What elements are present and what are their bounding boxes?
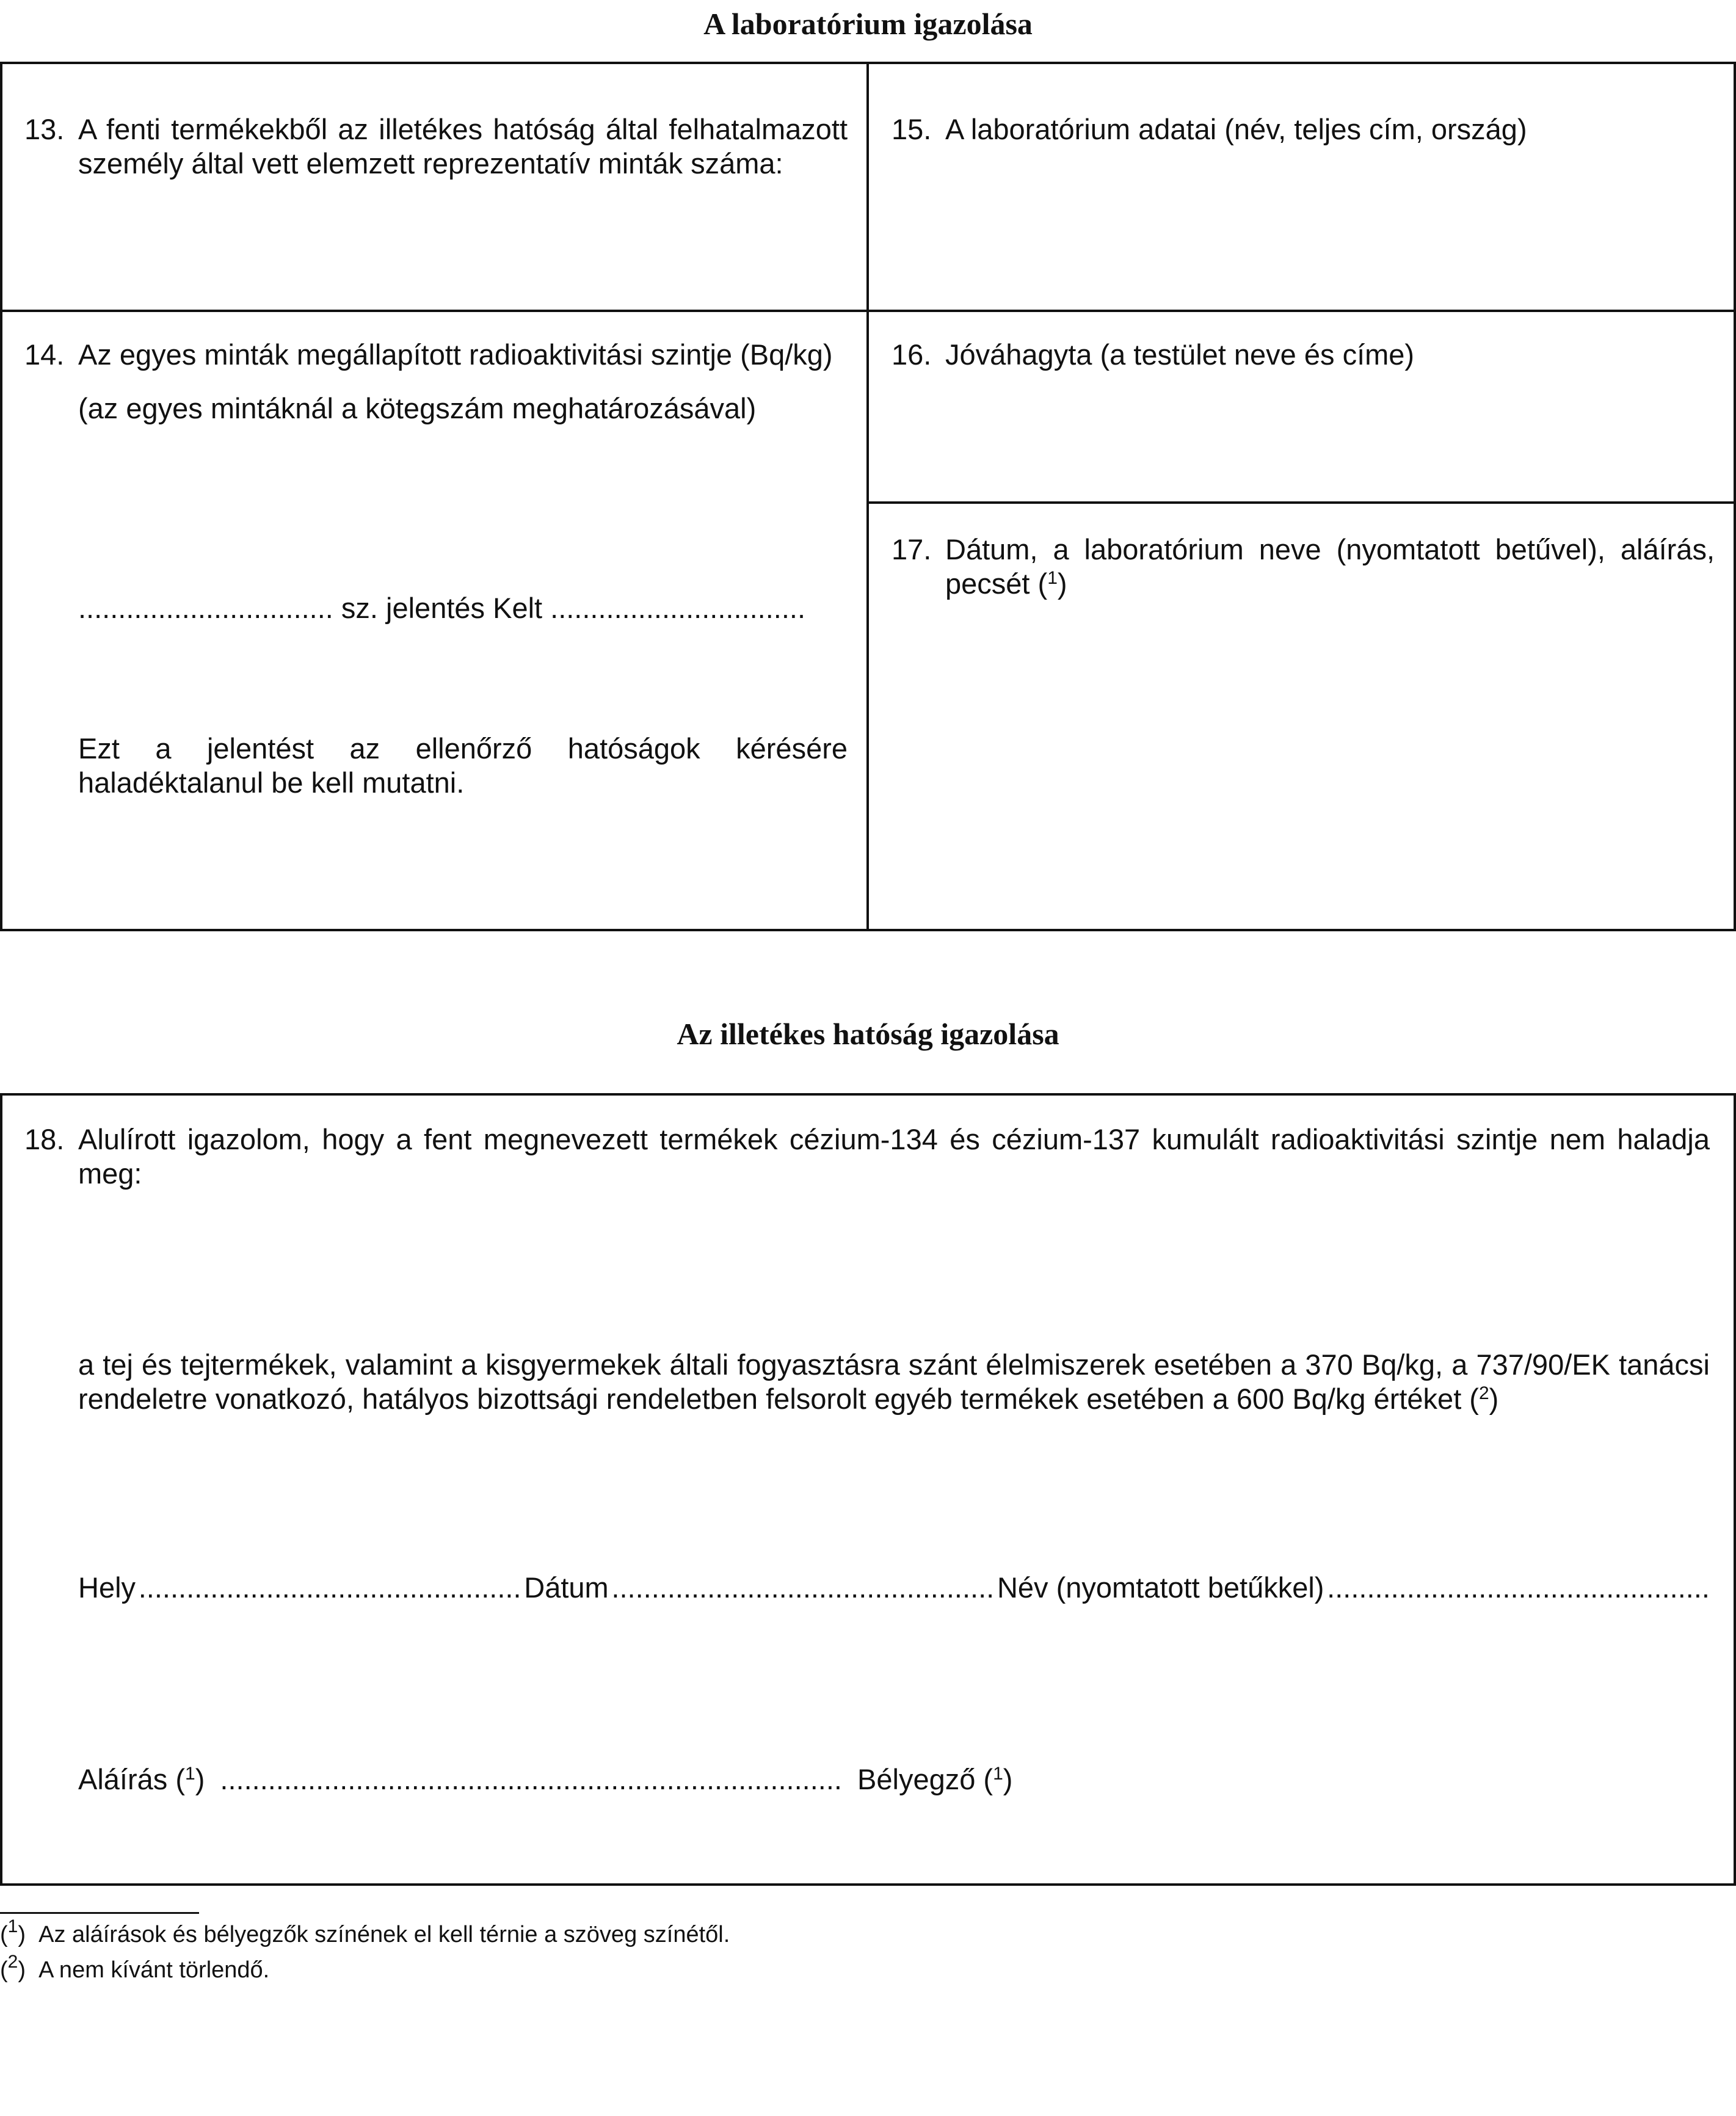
lab-section-heading: A laboratórium igazolása [703,7,1033,41]
field-16-text: Jóváhagyta (a testület neve és címe) [945,338,1415,371]
field-14-subtext: (az egyes mintáknál a kötegszám meghatározásával) [78,392,757,424]
lab-table-row-divider-right-2 [866,501,1736,504]
lab-table-row-divider-left [0,310,869,312]
date-label: Dátum [524,1571,609,1604]
field-14-text: Az egyes minták megállapított radioaktivitási szintje (Bq/kg) [78,338,833,371]
report-number-date-line: ................................ sz. jelentés Kelt ................................ [78,592,805,624]
footnote-ref: 1 [993,1764,1003,1784]
field-17-text: Dátum, a laboratórium neve (nyomtatott betűvel), aláírás, pecsét ($^1$) [945,533,1715,600]
field-15-text: A laboratórium adatai (név, teljes cím, ország) [945,113,1527,145]
date-field: ................................................ [611,1571,995,1604]
name-label: Név (nyomtatott betűkkel) [997,1571,1324,1604]
footnote-ref: 2 [1478,1383,1489,1403]
field-13-number: 13. [24,113,65,145]
field-14-number: 14. [24,338,65,371]
signature-field: .............................................................................. [220,1763,842,1795]
place-date-name-line [78,1571,1710,1605]
activity-limits-text: a tej és tejtermékek, valamint a kisgyermekek általi fogyasztásra szánt élelmiszerek esetében a 370 Bq/kg, a 737/90/EK tanácsi rendeletre vonatkozó, hatályos bizottsági rendeletben felsorolt egyéb termékek esetében a 600 Bq/kg értéket ($^2$) [78,1348,1710,1415]
footnote-ref: 1 [1047,568,1058,588]
field-15-number: 15. [892,113,932,145]
footnote-2: ($^2$) A nem kívánt törlendő. [0,1952,270,1983]
lab-table-row-divider-right-1 [866,310,1736,312]
footnote-separator [0,1912,199,1914]
field-16-number: 16. [892,338,932,371]
name-field: ................................................ [1327,1571,1710,1604]
field-17-number: 17. [892,533,932,565]
stamp-label: Bélyegző ($^1$) [857,1763,1013,1795]
lab-table-column-divider [866,62,869,931]
footnote-ref: 1 [185,1764,195,1784]
report-presentation-note: Ezt a jelentést az ellenőrző hatóságok kérésére haladéktalanul be kell mutatni. [78,732,848,799]
signature-label: Aláírás ($^1$) [78,1763,205,1795]
footnote-1: ($^1$) Az aláírások és bélyegzők színének el kell térnie a szöveg színétől. [0,1916,730,1947]
field-13-text: A fenti termékekből az illetékes hatóság által felhatalmazott személy által vett elemzett reprezentatív minták száma: [78,113,848,180]
signature-stamp-line [78,1762,1012,1797]
authority-section-heading: Az illetékes hatóság igazolása [677,1017,1059,1051]
place-label: Hely [78,1571,136,1604]
field-18-number: 18. [24,1123,65,1155]
place-field: ................................................ [138,1571,521,1604]
field-18-text: Alulírott igazolom, hogy a fent megnevezett termékek cézium-134 és cézium-137 kumulált radioaktivitási szintje nem haladja meg: [78,1123,1710,1190]
